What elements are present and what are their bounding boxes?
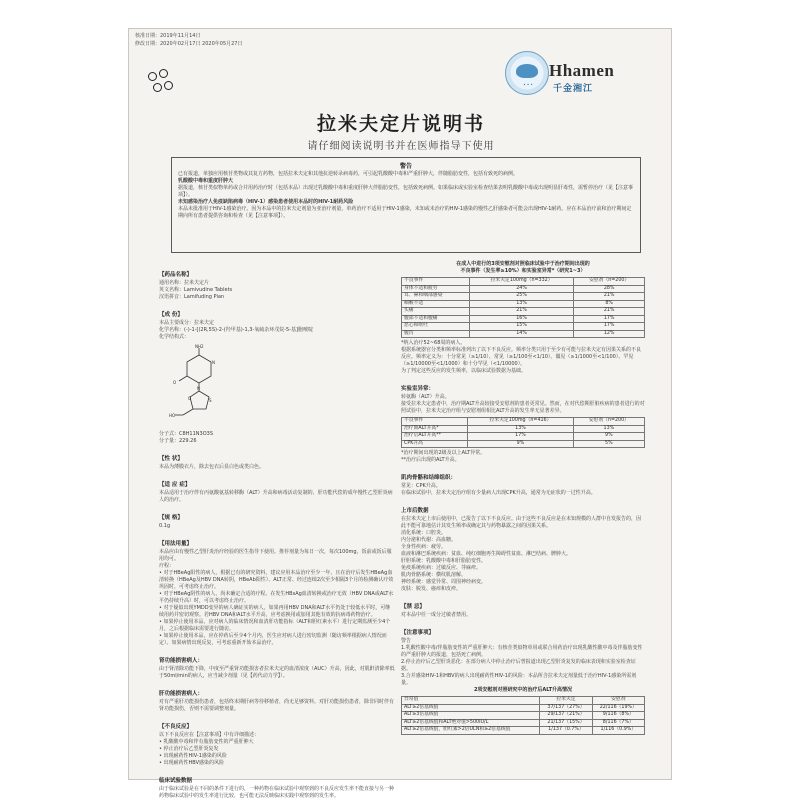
table-row: [402, 315, 645, 323]
table-cell: 耳、鼻和咽部感染: [402, 293, 470, 301]
right-section-heading: 肌肉骨骼和结缔组织：: [401, 475, 457, 481]
table-row: [402, 440, 645, 448]
table-cell: ALT≥2倍基线值和ALT绝对值>500IU/L: [402, 719, 540, 727]
table-header-cell: 安慰剂（n=200）: [573, 418, 644, 426]
table-cell: 21%: [469, 308, 574, 316]
right-text-line: 接受拉米夫定患者中，治疗期ALT升高较接受安慰剂的患者更常见。然而，在对代偿期肝脏疾病的患者进行的对照试验中，拉米夫定治疗组与安慰剂组相比ALT升高的发生率无显著差异。: [401, 401, 645, 414]
table-cell: 9/116（8%）: [592, 712, 644, 720]
right-text-line: 全身性疾病：疲劳。: [401, 544, 447, 550]
warning-line: 据报道，核苷类似物单药或合并用药治疗时（包括本品）出现过乳酸酸中毒和重度肝肿大伴脂肪变性，包括致死病例。如果临床或实验室检查结果表明乳酸酸中毒或出现明显肝毒性，需暂停治疗（见【注意事项】）。: [178, 185, 634, 198]
revision-dates: [135, 33, 335, 48]
table-cell: 24%: [469, 285, 574, 293]
table-row: [402, 719, 645, 727]
table-row: [402, 323, 645, 331]
right-bottom-text: [401, 450, 645, 687]
table-row: [402, 285, 645, 293]
right-text-line: *治疗期间出现的2级及以上ALT异常。: [401, 450, 486, 456]
table-cell: 37/137（27%）: [540, 704, 592, 712]
table-cell: 17%: [468, 433, 573, 441]
left-text-line: 本品主要成分：拉米夫定: [159, 320, 215, 326]
brand-name: Hhamen: [549, 61, 615, 80]
right-text-line: 皮肤：脱发、瘙痒和皮疹。: [401, 586, 462, 592]
brand-badge-icon: • • •: [505, 51, 549, 95]
left-text-line: 本品应由有慢性乙型肝炎治疗经验的医生指导下使用。推荐剂量为每日一次，每次100mg，饭前或饭后服用均可。: [159, 549, 392, 562]
right-text-line: 根据系统器官分类和频率标准列出了以下不良反应。频率分类只用于至少有可能与拉米夫定有因果关系的不良反应。频率定义为：十分常见（≥1/10）、常见（≥1/100至<1/10）、偶见（≥1/1000至<1/100）、罕见（≥1/10000至<1/1000）和十分罕见（<1/10000）。: [401, 347, 642, 367]
table-cell: 腹泻: [402, 330, 470, 338]
right-text-line: 肝胆系统：乳酸酸中毒和肝脂肪变性。: [401, 558, 487, 564]
table-cell: 15%: [469, 323, 574, 331]
svg-text:NH2: NH2: [195, 344, 204, 349]
right-text-line: 对本品中任一成分过敏者禁用。: [401, 612, 472, 618]
table-header-cell: 异常值: [402, 697, 540, 705]
right-section-heading: 上市后数据: [401, 508, 429, 514]
boxed-warning: [171, 157, 641, 253]
table-row: [402, 704, 645, 712]
right-text-line: 消化系统：口腔炎。: [401, 530, 447, 536]
table-cell: 13%: [469, 300, 574, 308]
table-cell: 13%: [573, 425, 644, 433]
right-text-line: 在拉米夫定上市后使用中，已报告了以下不良反应。由于这些不良反应是在未知规模的人群中自发报告的，因此不能可靠地估计其发生频率或确定其与药物暴露之间的因果关系。: [401, 516, 642, 529]
table-cell: 治疗期ALT升高*: [402, 425, 468, 433]
adverse-events-header-row: [402, 278, 645, 286]
table-cell: 21%: [574, 293, 645, 301]
table-row: [402, 425, 645, 433]
table-header-cell: 拉米夫定100mg（n=332）: [469, 278, 574, 286]
left-text-line: 通用名称：拉米夫定片: [159, 280, 210, 286]
table-cell: 14%: [469, 330, 574, 338]
left-text-line: 分子量：229.26: [159, 438, 197, 444]
post-treatment-alt-header-row: [402, 697, 645, 705]
left-text-line: 由于肾清除功能下降，中度至严重肾功能损害者拉米夫定的血清浓度（AUC）升高，因此，对肌酐清除率低于50ml/min的病人，应当减少剂量（见【药代动力学】）。: [159, 666, 395, 679]
lab-abnormalities-table: [401, 417, 645, 448]
right-text-line: **治疗后出现的ALT升高。: [401, 457, 460, 463]
left-text-line: • 停止治疗后乙型肝炎复发: [159, 746, 219, 752]
right-text-line: 在临床试验中，拉米夫定治疗组有少量病人出现CPK升高，通常为无症状的一过性升高。: [401, 490, 596, 496]
left-section-heading: 【用法用量】: [159, 541, 193, 547]
right-text-line: 肌肉骨骼系统：横纹肌溶解。: [401, 572, 467, 578]
left-text-line: • 出现耐药性HIV-1感染的风险: [159, 753, 227, 759]
right-text-line: 神经系统：感觉异常、周围神经病变。: [401, 579, 487, 585]
svg-text:O: O: [173, 380, 177, 385]
table-header-cell: 安慰剂: [592, 697, 644, 705]
table-row: [402, 308, 645, 316]
table-cell: 16%: [469, 315, 574, 323]
right-section-heading: 实验室异常：: [401, 386, 435, 392]
revision-date-1: 核准日期：2019年11月14日: [135, 33, 201, 39]
left-text-line: 本品适用于治疗伴有丙氨酸氨基转移酶（ALT）升高和病毒活动复制的、肝功能代偿的成年慢性乙型肝炎病人的治疗。: [159, 490, 393, 503]
chemical-structure-diagram: [169, 345, 239, 425]
left-section-heading: 【适 应 症】: [159, 482, 191, 488]
right-text-line: 警告: [401, 638, 412, 644]
revision-date-2: 修改日期：2020年02月17日 2020年05月27日: [135, 40, 243, 47]
table-cell: 身体不适和疲劳: [402, 285, 470, 293]
table-row: [402, 712, 645, 720]
left-section-heading: 【不良反应】: [159, 724, 193, 730]
left-section-heading: 临床试验数据: [159, 778, 193, 784]
table-cell: 1/116（0.9%）: [592, 727, 644, 735]
left-text-line: • 对于疑似出现YMDD变异的病人确证实的病人，如果再用HBV DNA和ALT水平仍处于较低水平时，可继续用药并密切观察。若HBV DNA和ALT水平升高，应考虑换用或加用其他有效的抗病毒药物治疗。: [159, 605, 391, 618]
table-header-cell: 安慰剂（n=200）: [574, 278, 645, 286]
table-cell: 9%: [468, 440, 573, 448]
lab-abnormalities-header-row: [402, 418, 645, 426]
left-text-line: 汉语拼音：Lamifuding Pian: [159, 294, 225, 300]
left-text-line: 对有严重肝功能损伤患者，包括终末期肝病等待移植者，尚无足够资料。对肝功能损伤患者，除非同时伴有肾功能损伤，否则不需要调整剂量。: [159, 699, 395, 712]
table-row: [402, 727, 645, 735]
left-text-line: 英文名称：Lamivudine Tablets: [159, 287, 233, 293]
right-text-line: 2.停止治疗后乙型肝炎恶化：在部分病人中停止治疗后曾报道出现乙型肝炎复发的临床表现和实验室检查证据。: [401, 659, 636, 672]
post-treatment-alt-table: [401, 696, 645, 735]
left-text-line: 以下不良反应在【注意事项】中有详细描述：: [159, 732, 260, 738]
left-section-heading: 【性 状】: [159, 456, 183, 462]
right-text-line: 为了判定这些反应的发生频率，以临床试验数据为基础。: [401, 368, 527, 374]
table-header-cell: 不良事件: [402, 418, 468, 426]
table-cell: 25%: [469, 293, 574, 301]
warning-heading: 警告: [399, 163, 412, 170]
package-insert-sheet: [128, 28, 672, 799]
svg-text:N: N: [197, 386, 200, 391]
table-row: [402, 330, 645, 338]
left-text-line: • 出现耐药性HBV感染的风险: [159, 760, 224, 766]
right-section-heading: 【禁 忌】: [401, 604, 425, 610]
table-cell: 13%: [468, 425, 573, 433]
left-text-line: • 如果停止使用本品，应对病人的临床情况和血清肝功能指标（ALT和胆红素水平）进行定期监测至少4个月，之后根据临床需要进行随访。: [159, 619, 391, 632]
table-row: [402, 300, 645, 308]
warning-line: 已有报道，单独应用核苷类物或其复方药物，包括拉米夫定和其他抗逆转录病毒药，可引起乳酸酸中毒和严重肝肿大，伴随脂肪变性，包括有致死的病例。: [178, 171, 519, 177]
table-cell: 8%: [574, 300, 645, 308]
warning-subheading: 乳酸酸中毒和重度肝肿大: [178, 178, 234, 184]
left-text-line: 0.1g: [159, 523, 171, 529]
right-section-heading: 【注意事项】: [401, 630, 435, 636]
right-text-line: 免疫系统疾病：过敏反应、荨麻疹。: [401, 565, 482, 571]
right-text-column: [401, 261, 645, 781]
table-cell: 恶心和呕吐: [402, 323, 470, 331]
table1-caption: 在成人中进行的3项安慰剂对照临床试验中于治疗期间出现的: [456, 261, 590, 267]
table-cell: 28%: [574, 285, 645, 293]
manufacturer-logo-icon: [147, 69, 179, 101]
table-row: [402, 433, 645, 441]
left-text-column: [159, 261, 395, 799]
right-text-line: 常见：CPK升高。: [401, 483, 441, 489]
left-text-line: 疗程：: [159, 563, 175, 569]
warning-subheading: 未知感染治疗人免疫缺陷病毒（HIV-1）感染患者使用本品时的HIV-1耐药风险: [178, 199, 354, 205]
table-cell: 9%: [573, 433, 644, 441]
right-text-line: *纳入治疗52~68周的病人。: [401, 340, 466, 346]
left-text-line: • 乳酸酸中毒和伴有脂肪变性的严重肝肿大: [159, 739, 254, 745]
left-text-line: 本品为薄膜衣片，除去包衣后显白色或类白色。: [159, 464, 265, 470]
left-text-line: 由于临床试验是在不同的条件下进行的，一种药物在临床试验中观察到的不良反应发生率不能直接与另一种药物临床试验中的发生率进行比较，也可能无法反映临床实践中观察到的发生率。: [159, 786, 395, 799]
svg-text:O: O: [188, 396, 192, 401]
table-cell: 21/137（15%）: [540, 719, 592, 727]
right-text-line: 内分泌和代谢：高血糖。: [401, 537, 457, 543]
table-cell: 头痛: [402, 308, 470, 316]
table-row: [402, 293, 645, 301]
document-subtitle: 请仔细阅读说明书并在医师指导下使用: [307, 141, 495, 152]
svg-text:S: S: [209, 398, 212, 403]
table-cell: 咽喉不适: [402, 300, 470, 308]
table-cell: CPK升高: [402, 440, 468, 448]
left-text-line: 分子式：C8H11N3O3S: [159, 431, 214, 437]
left-section-heading: 【规 格】: [159, 515, 183, 521]
left-section-heading: 肝功能损害病人：: [159, 691, 204, 697]
left-section-heading: 【药品名称】: [159, 272, 193, 278]
table-header-cell: 不良事件: [402, 278, 470, 286]
table-cell: ALT≥2倍基线值，胆红素>2倍ULN和≥2倍基线值: [402, 727, 540, 735]
table1-caption-2: 不良事件（发生率≥10%）和实验室异常*（研究1~3）: [460, 268, 586, 274]
table-cell: 5%: [573, 440, 644, 448]
table-cell: 17%: [574, 323, 645, 331]
document-title: 拉米夫定片说明书: [316, 113, 485, 135]
table-cell: 腹部不适和腹痛: [402, 315, 470, 323]
table-header-cell: 拉米夫定100mg（n=416）: [468, 418, 573, 426]
table-cell: 8/116（7%）: [592, 719, 644, 727]
table3-caption: 2项安慰剂对照研究中的治疗后ALT升高情况: [473, 687, 573, 693]
table-cell: 12%: [574, 330, 645, 338]
left-section-heading: 肾功能损害病人：: [159, 658, 204, 664]
left-section-heading: 【成 份】: [159, 312, 183, 318]
table-cell: ALT≥2倍基线值: [402, 704, 540, 712]
brand-name-cn: 千金湘江: [553, 84, 594, 94]
table-cell: 治疗后ALT升高**: [402, 433, 468, 441]
table-cell: 1/137（0.7%）: [540, 727, 592, 735]
table-cell: 21%: [574, 308, 645, 316]
right-mid-text: [401, 340, 645, 415]
left-text-line: • 如果停止使用本品，应在停药后至少4个月内，医生应对病人进行密切监测（随访频率根据病人情况而定）。如果病情出现反复，可考虑重新开始本品治疗。: [159, 633, 387, 646]
left-text-line: • 对于HBeAg阳性的病人，根据已有的研究资料，建议应用本品治疗至少一年，且在治疗后发生HBeAg血清转换（HBeAg及HBV DNA转阴，HBeAb阳性）、ALT正常、经过连续2次至少相隔3个月的检测确认疗效巩固时，可考虑终止治疗。: [159, 570, 394, 590]
right-text-line: 转氨酶（ALT）升高。: [401, 394, 450, 400]
left-text-line: 化学名称：(-)-1-[(2R,5S)-2-(羟甲基)-1,3-氧硫杂环戊烷-5-基]胞嘧啶: [159, 327, 313, 333]
warning-line: 本品未批准用于HIV-1感染治疗。因为本品中的拉米夫定剂量为亚治疗剂量，单药治疗不适用于HIV-1感染，未知或未治疗的HIV-1感染的慢性乙肝感染者可能会出现HIV-1耐药。应在本品治疗前和治疗期间定期向所有患者提供咨询和检查（见【注意事项】）。: [178, 206, 632, 219]
left-text-line: • 对于HBeAg阴性的病人，尚未确定合适的疗程。在发生HBsAg血清转换或治疗无效（HBV DNA或ALT水平仍持续升高）时，可以考虑终止治疗。: [159, 591, 394, 604]
table-cell: 22/116（19%）: [592, 704, 644, 712]
table-cell: 29/137（21%）: [540, 712, 592, 720]
svg-text:HO: HO: [169, 413, 176, 418]
svg-text:N: N: [212, 360, 215, 365]
right-text-line: 1.乳酸性酸中毒/伴脂肪变性的严重肝肿大：有核苷类似物单用或联合用药治疗出现乳酸性酸中毒及伴脂肪变性的严重肝肿大的报道，包括死亡病例。: [401, 645, 643, 658]
left-text-line: 化学结构式：: [159, 334, 190, 340]
table-cell: ALT≥3倍基线值: [402, 712, 540, 720]
right-text-line: 3.合并感染HIV-1和HBV的病人出现耐药性HIV-1的风险：本品所含拉米夫定剂量低于治疗HIV-1感染所需剂量。: [401, 673, 637, 686]
right-text-line: 血液和淋巴系统疾病：贫血、纯红细胞再生障碍性贫血、淋巴结病、脾肿大。: [401, 551, 572, 557]
table-header-cell: 拉米夫定: [540, 697, 592, 705]
adverse-events-table: [401, 277, 645, 338]
table-cell: 17%: [574, 315, 645, 323]
